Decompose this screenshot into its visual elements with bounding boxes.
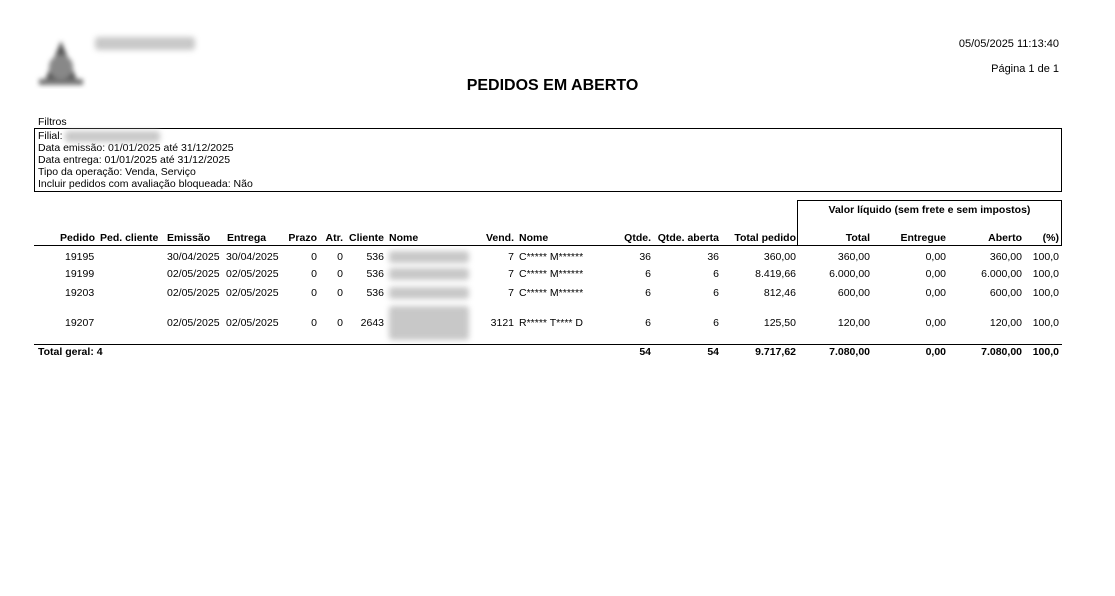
col-cliente: Cliente [348, 232, 384, 244]
company-name-redacted [95, 37, 195, 50]
row-entrega: 30/04/2025 [226, 251, 279, 263]
row-client-name-redacted [389, 287, 469, 299]
col-pct: (%) [1042, 232, 1059, 244]
row-atr: 0 [337, 251, 343, 263]
row-entrega: 02/05/2025 [226, 317, 279, 329]
col-entregue: Entregue [900, 232, 946, 244]
col-prazo: Prazo [288, 232, 317, 244]
row-total: 600,00 [837, 287, 870, 299]
totals-qtde-aberta: 54 [707, 346, 719, 358]
row-entrega: 02/05/2025 [226, 287, 279, 299]
row-prazo: 0 [311, 317, 317, 329]
row-prazo: 0 [311, 251, 317, 263]
totals-divider [34, 344, 1062, 345]
row-pct: 100,0 [1032, 268, 1059, 280]
col-emissao: Emissão [167, 232, 211, 244]
row-emissao: 02/05/2025 [167, 317, 220, 329]
row-vend: 7 [508, 287, 514, 299]
col-atr: Atr. [325, 232, 343, 244]
filter-line: Tipo da operação: Venda, Serviço [38, 166, 196, 178]
row-aberto: 600,00 [989, 287, 1022, 299]
row-qtde-aberta: 36 [707, 251, 719, 263]
row-vend: 7 [508, 268, 514, 280]
row-total: 120,00 [837, 317, 870, 329]
row-entregue: 0,00 [925, 251, 946, 263]
totals-aberto: 7.080,00 [981, 346, 1022, 358]
row-total-pedido: 812,46 [763, 287, 796, 299]
col-total-pedido: Total pedido [734, 232, 796, 244]
row-vend: 7 [508, 251, 514, 263]
filter-line: Data emissão: 01/01/2025 até 31/12/2025 [38, 142, 234, 154]
col-total: Total [845, 232, 870, 244]
col-nome: Nome [389, 232, 419, 244]
row-pct: 100,0 [1032, 251, 1059, 263]
row-pedido: 19207 [65, 317, 95, 329]
row-atr: 0 [337, 317, 343, 329]
filter-line: Incluir pedidos com avaliação bloqueada: Não [38, 178, 253, 190]
row-cliente: 536 [366, 287, 384, 299]
row-prazo: 0 [311, 287, 317, 299]
row-emissao: 02/05/2025 [167, 268, 220, 280]
row-vend-name: C***** M****** [519, 287, 584, 299]
col-pedido: Pedido [59, 232, 95, 244]
row-aberto: 360,00 [989, 251, 1022, 263]
row-entregue: 0,00 [925, 287, 946, 299]
totals-qtde: 54 [639, 346, 651, 358]
filter-line: Data entrega: 01/01/2025 até 31/12/2025 [38, 154, 231, 166]
row-pct: 100,0 [1032, 317, 1059, 329]
row-aberto: 6.000,00 [981, 268, 1022, 280]
row-pedido: 19199 [65, 268, 95, 280]
filters-label: Filtros [38, 116, 67, 128]
report-datetime: 05/05/2025 11:13:40 [958, 38, 1059, 50]
row-qtde-aberta: 6 [713, 317, 719, 329]
col-nome-vend: Nome [519, 232, 549, 244]
row-entregue: 0,00 [925, 268, 946, 280]
row-total: 360,00 [837, 251, 870, 263]
row-total: 6.000,00 [829, 268, 870, 280]
row-client-name-redacted [389, 251, 469, 263]
filter-filial-label: Filial: [38, 130, 63, 142]
row-client-name-redacted [389, 306, 469, 340]
col-aberto: Aberto [988, 232, 1022, 244]
col-vend: Vend. [485, 232, 514, 244]
row-qtde: 6 [645, 287, 651, 299]
row-vend-name: C***** M****** [519, 268, 584, 280]
row-pedido: 19195 [65, 251, 95, 263]
header-divider [34, 245, 1062, 246]
row-total-pedido: 125,50 [763, 317, 796, 329]
totals-total-pedido: 9.717,62 [755, 346, 796, 358]
row-vend-name: C***** M****** [519, 251, 584, 263]
row-qtde: 36 [639, 251, 651, 263]
page-number: Página 1 de 1 [991, 63, 1059, 75]
totals-label: Total geral: 4 [38, 346, 103, 358]
row-total-pedido: 360,00 [763, 251, 796, 263]
totals-total: 7.080,00 [829, 346, 870, 358]
col-entrega: Entrega [227, 232, 267, 244]
row-total-pedido: 8.419,66 [755, 268, 796, 280]
row-atr: 0 [337, 287, 343, 299]
row-qtde-aberta: 6 [713, 287, 719, 299]
row-emissao: 02/05/2025 [167, 287, 220, 299]
col-qtde: Qtde. [624, 232, 651, 244]
row-emissao: 30/04/2025 [167, 251, 220, 263]
row-entregue: 0,00 [925, 317, 946, 329]
filter-filial [38, 130, 1058, 142]
valor-liquido-title: Valor líquido (sem frete e sem impostos) [828, 204, 1031, 216]
row-aberto: 120,00 [989, 317, 1022, 329]
filial-value-redacted [65, 131, 160, 142]
row-vend: 3121 [490, 317, 514, 329]
row-vend-name: R***** T**** D [519, 317, 583, 329]
row-qtde: 6 [645, 268, 651, 280]
row-qtde: 6 [645, 317, 651, 329]
report-title: PEDIDOS EM ABERTO [466, 77, 639, 94]
col-qtde-aberta: Qtde. aberta [657, 232, 719, 244]
filters-box [34, 128, 1062, 192]
row-client-name-redacted [389, 268, 469, 280]
row-entrega: 02/05/2025 [226, 268, 279, 280]
totals-entregue: 0,00 [925, 346, 946, 358]
row-qtde-aberta: 6 [713, 268, 719, 280]
totals-pct: 100,0 [1032, 346, 1059, 358]
row-cliente: 2643 [360, 317, 384, 329]
row-atr: 0 [337, 268, 343, 280]
col-ped-cliente: Ped. cliente [100, 232, 159, 244]
row-cliente: 536 [366, 268, 384, 280]
row-prazo: 0 [311, 268, 317, 280]
row-cliente: 536 [366, 251, 384, 263]
row-pct: 100,0 [1032, 287, 1059, 299]
row-pedido: 19203 [65, 287, 95, 299]
